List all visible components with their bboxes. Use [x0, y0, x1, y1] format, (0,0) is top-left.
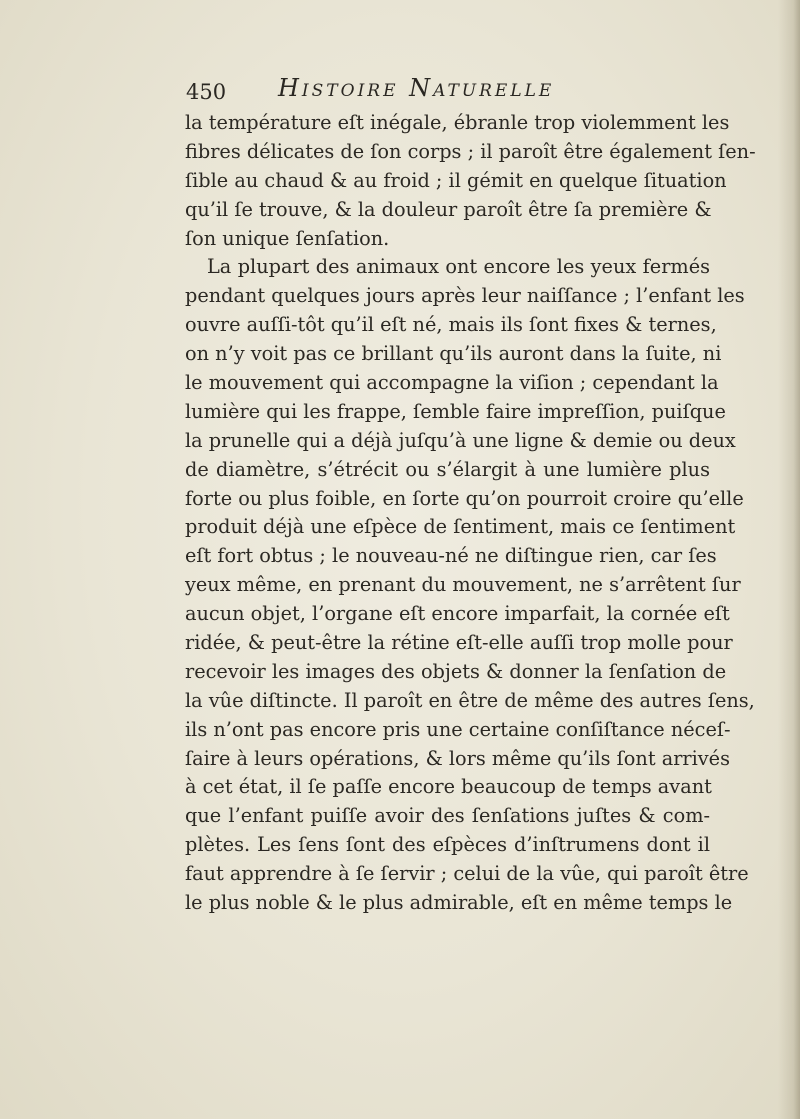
text-line: on n’y voit pas ce brillant qu’ils auront dans la ſuite, ni	[185, 342, 722, 366]
text-line: yeux même, en prenant du mouvement, ne s’arrêtent ſur	[185, 573, 741, 597]
text-line: eſt fort obtus ; le nouveau-né ne diſtingue rien, car ſes	[185, 544, 717, 568]
text-line: la température eſt inégale, ébranle trop violemment les	[185, 111, 730, 134]
text-line: qu’il ſe trouve, & la douleur paroît être ſa première &	[185, 197, 712, 221]
text-line: à cet état, il ſe paſſe encore beaucoup de temps avant	[185, 775, 712, 799]
text-line: recevoir les images des objets & donner la ſenſation de	[185, 659, 727, 683]
text-line: la vûe diſtincte. Il paroît en être de même des autres ſens,	[185, 688, 755, 712]
running-title: Histoire Naturelle	[278, 74, 555, 102]
text-line: lumière qui les frappe, ſemble faire impreſſion, puiſque	[185, 399, 726, 423]
text-line: faut apprendre à ſe ſervir ; celui de la vûe, qui paroît être	[185, 862, 749, 886]
text-line: ſaire à leurs opérations, & lors même qu’ils ſont arrivés	[185, 746, 730, 770]
text-line: le plus noble & le plus admirable, eſt en même temps le	[185, 891, 733, 915]
text-line: ſible au chaud & au froid ; il gémit en quelque ſituation	[185, 168, 727, 192]
text-line: de diamètre, s’étrécit ou s’élargit à une lumière plus	[185, 457, 710, 481]
text-line: ſon unique ſenſation.	[185, 226, 390, 250]
text-line: La plupart des animaux ont encore les yeux fermés	[207, 255, 710, 279]
text-line: plètes. Les ſens ſont des eſpèces d’inſtrumens dont il	[185, 833, 710, 857]
page-number: 450	[186, 80, 227, 104]
text-line: le mouvement qui accompagne la viſion ; cependant la	[185, 371, 719, 395]
text-line: que l’enfant puiſſe avoir des ſenſations juſtes & com-	[185, 804, 710, 828]
text-line: la prunelle qui a déjà juſqu’à une ligne & demie ou deux	[185, 428, 736, 452]
body-text	[185, 109, 756, 918]
text-line: aucun objet, l’organe eſt encore imparfait, la cornée eſt	[185, 602, 730, 626]
text-line: ridée, & peut-être la rétine eſt-elle auſſi trop molle pour	[185, 631, 733, 655]
text-line: ouvre auſſi-tôt qu’il eſt né, mais ils ſont fixes & ternes,	[185, 313, 717, 337]
page-edge-shadow	[778, 0, 800, 1119]
text-line: produit déjà une eſpèce de ſentiment, mais ce ſentiment	[185, 515, 736, 539]
text-line: fibres délicates de ſon corps ; il paroît être également ſen-	[185, 139, 756, 163]
text-line: pendant quelques jours après leur naiſſance ; l’enfant les	[185, 284, 745, 308]
page-header	[186, 74, 706, 114]
text-line: forte ou plus foible, en ſorte qu’on pourroit croire qu’elle	[185, 486, 744, 510]
text-line: ils n’ont pas encore pris une certaine conſiſtance néceſ-	[185, 717, 731, 741]
